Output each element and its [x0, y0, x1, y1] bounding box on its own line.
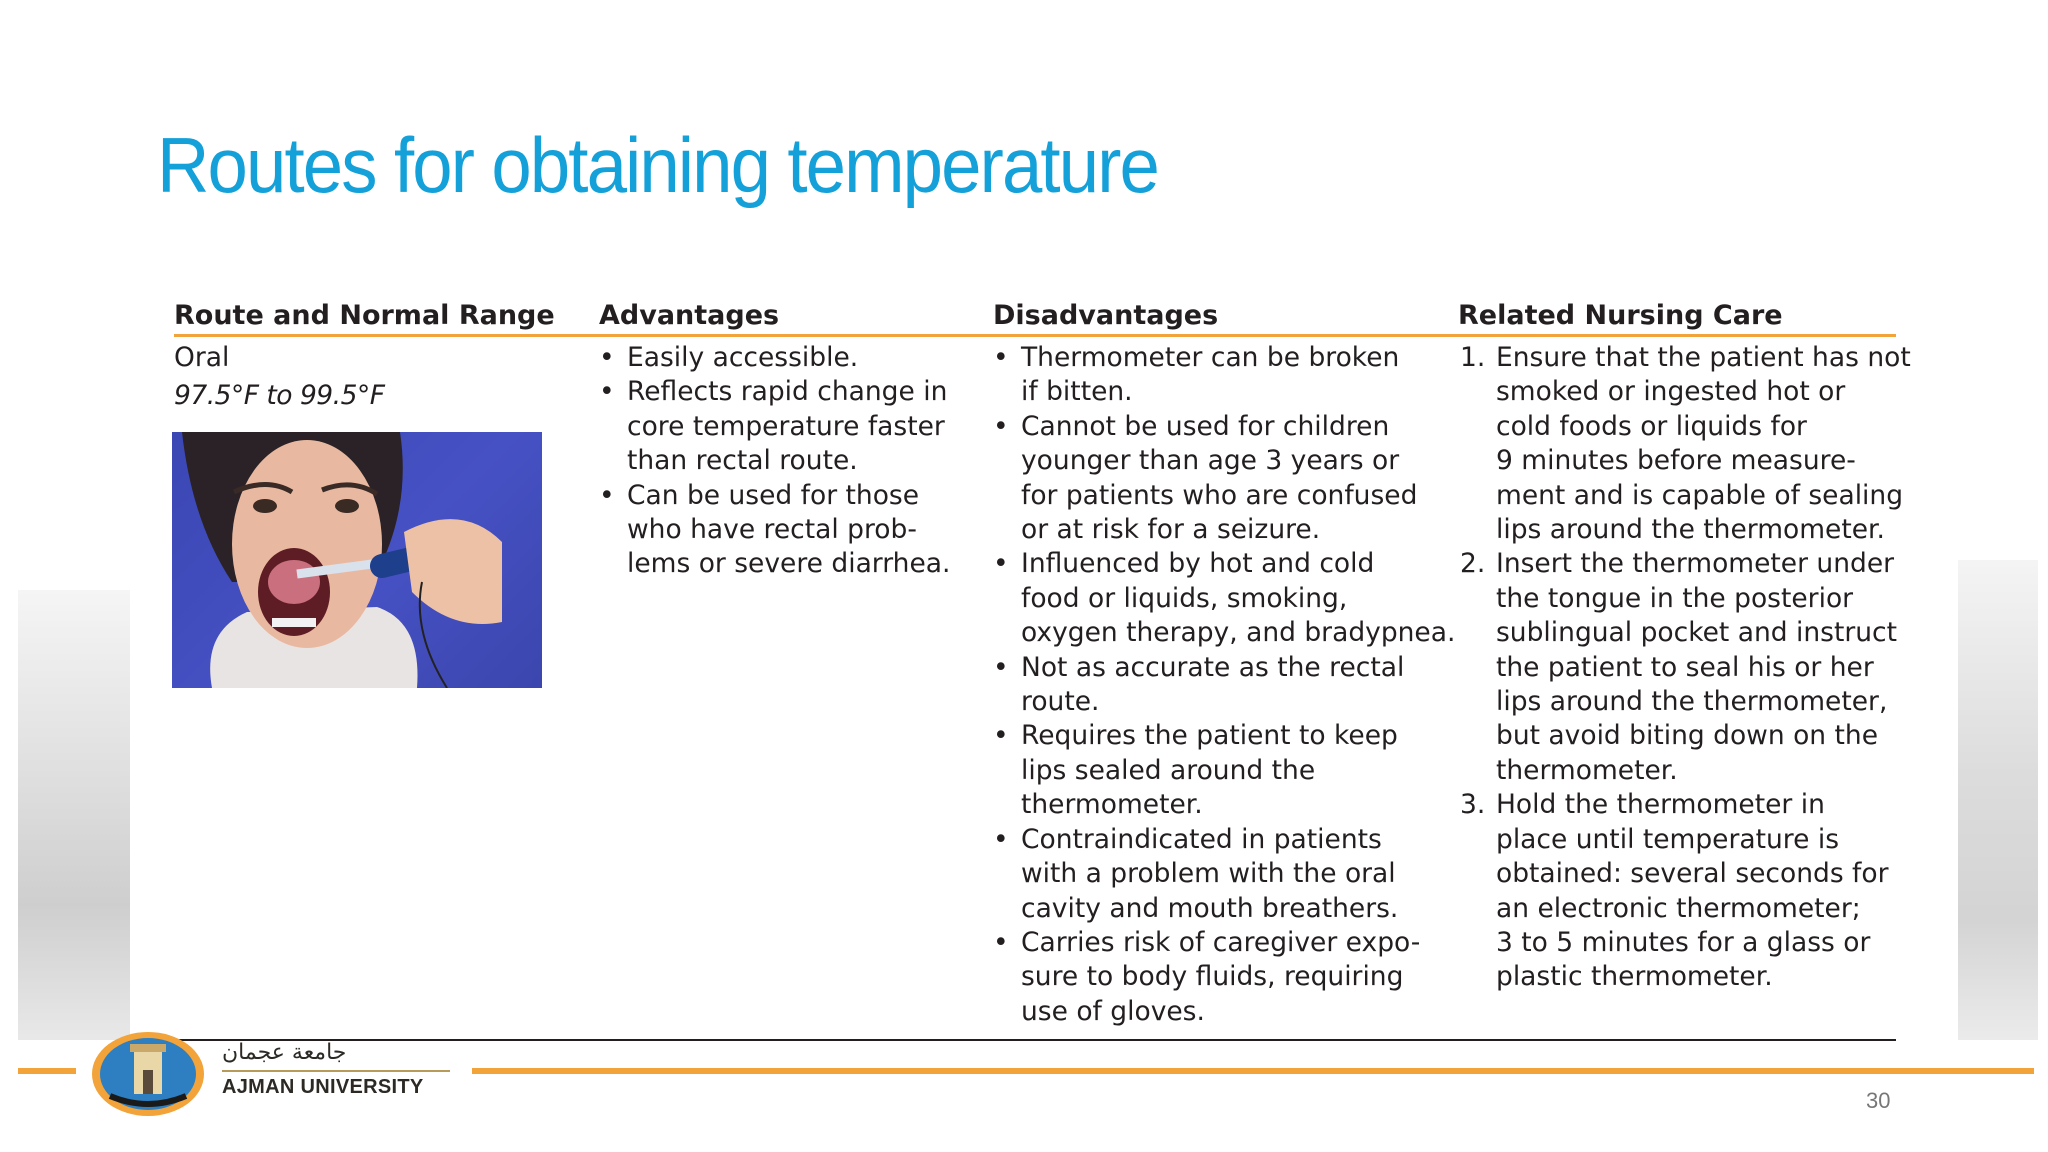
- page-number: 30: [1866, 1088, 1891, 1113]
- disadvantage-item: • Carries risk of caregiver expo- sure to body fluids, requiring use of gloves.: [993, 926, 1455, 1029]
- advantage-item: • Easily accessible.: [599, 341, 950, 375]
- oral-thermometer-illustration: [172, 432, 542, 688]
- header-nursing-care: Related Nursing Care: [1458, 300, 1783, 331]
- advantages-list: [599, 341, 950, 582]
- disadvantage-item: • Influenced by hot and cold food or liquids, smoking, oxygen therapy, and bradypnea.: [993, 547, 1455, 650]
- step-number: 2.: [1460, 548, 1486, 580]
- disadvantage-item: • Thermometer can be broken if bitten.: [993, 341, 1455, 410]
- logo-divider: [222, 1070, 450, 1072]
- footer-accent-line-left: [18, 1068, 76, 1074]
- university-name-arabic: جامعة عجمان: [222, 1040, 347, 1065]
- table-bottom-divider: [174, 1039, 1896, 1041]
- university-emblem-icon: [90, 1030, 210, 1124]
- header-divider: [174, 334, 1896, 337]
- disadvantage-item: • Contraindicated in patients with a problem with the oral cavity and mouth breathers.: [993, 823, 1455, 926]
- temperature-routes-table: [130, 282, 1912, 1042]
- disadvantage-item: • Requires the patient to keep lips sealed around the thermometer.: [993, 719, 1455, 822]
- disadvantages-list: [993, 341, 1455, 1029]
- step-number: 3.: [1460, 789, 1486, 821]
- normal-range: 97.5°F to 99.5°F: [174, 380, 385, 411]
- nursing-care-step: 1. Ensure that the patient has not smoked or ingested hot or cold foods or liquids for 9 minutes before measure- ment and is capable of sealing lips around the thermometer.: [1460, 342, 1911, 546]
- nursing-care-step: 2. Insert the thermometer under the tongue in the posterior sublingual pocket and instruct the patient to seal his or her lips around the thermometer, but avoid biting down on the thermometer.: [1460, 548, 1897, 786]
- oral-thermometer-photo: [172, 432, 542, 688]
- nursing-care-list: [1460, 341, 1911, 995]
- slide-title: Routes for obtaining temperature: [157, 121, 1158, 209]
- nursing-care-step: 3. Hold the thermometer in place until temperature is obtained: several seconds for an electronic thermometer; 3 to 5 minutes for a glass or plastic thermometer.: [1460, 789, 1889, 993]
- background-photo-right: [1958, 560, 2038, 1040]
- background-photo-left: [18, 590, 133, 1040]
- step-number: 1.: [1460, 342, 1486, 373]
- disadvantage-item: • Not as accurate as the rectal route.: [993, 651, 1455, 720]
- advantage-item: • Reflects rapid change in core temperature faster than rectal route.: [599, 375, 950, 478]
- header-advantages: Advantages: [599, 300, 780, 331]
- advantage-item: • Can be used for those who have rectal prob- lems or severe diarrhea.: [599, 479, 950, 582]
- footer-accent-line-right: [472, 1068, 2034, 1074]
- header-disadvantages: Disadvantages: [993, 300, 1219, 331]
- university-name-english: AJMAN UNIVERSITY: [222, 1076, 424, 1098]
- route-name: Oral: [174, 342, 230, 373]
- disadvantage-item: • Cannot be used for children younger than age 3 years or for patients who are confused or at risk for a seizure.: [993, 410, 1455, 548]
- header-route: Route and Normal Range: [174, 300, 555, 331]
